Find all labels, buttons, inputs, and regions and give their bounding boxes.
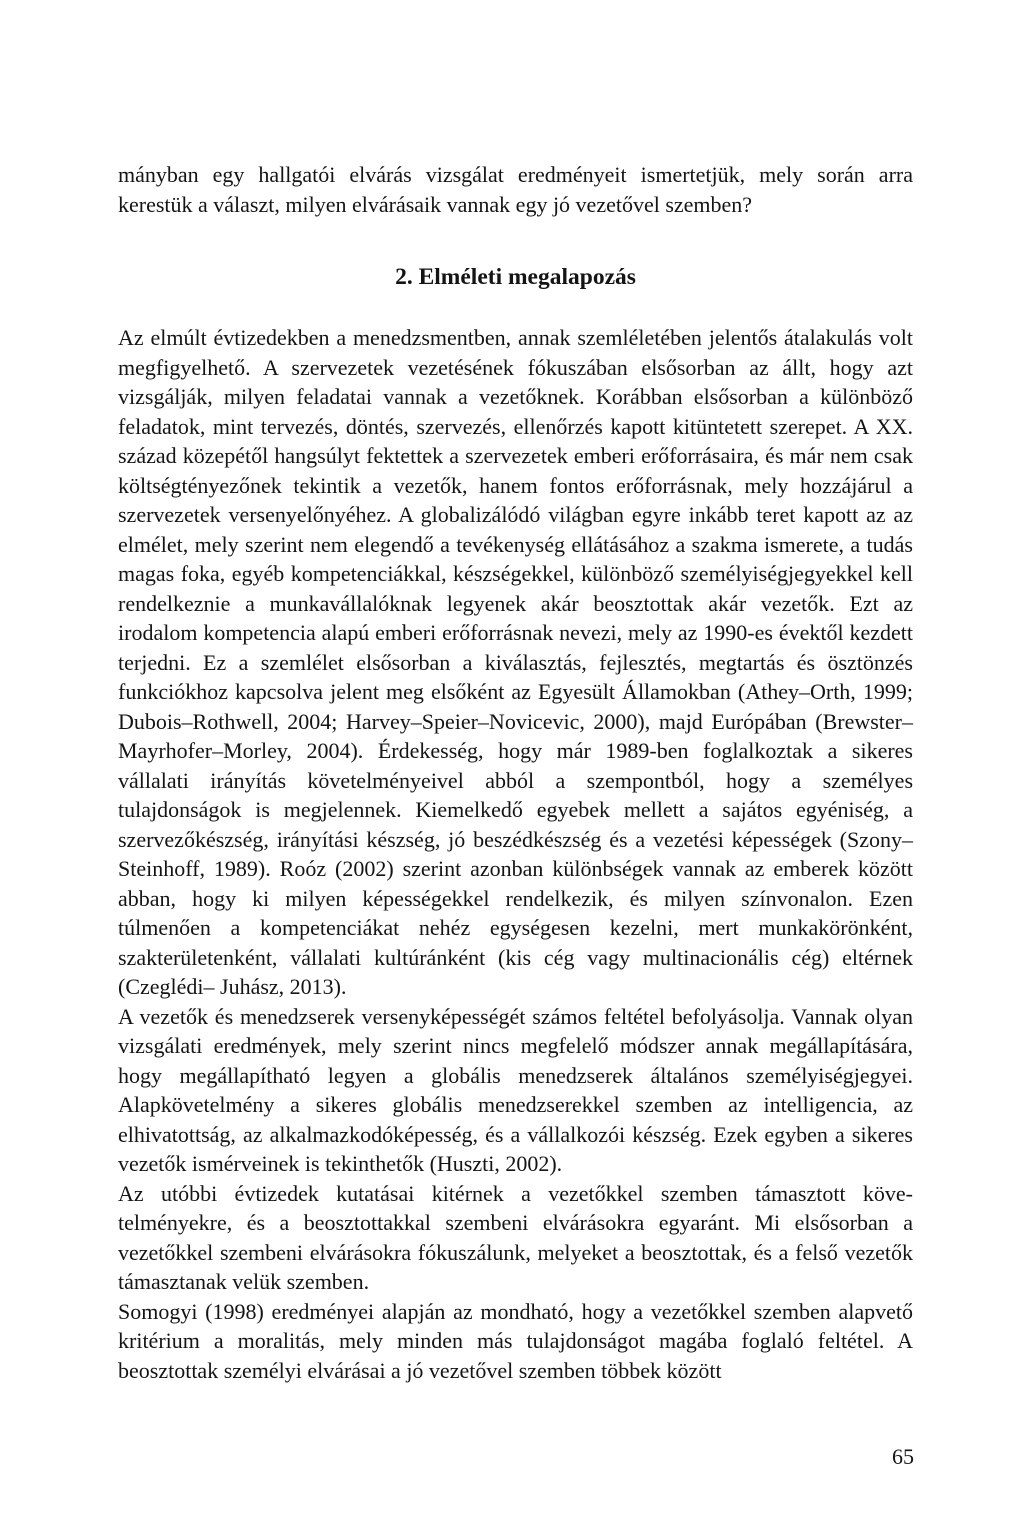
body-paragraph: Somogyi (1998) eredményei alapján az mondható, hogy a vezetőkkel szemben alapvető kritérium a moralitás, mely minden más tulajdonságot magába foglaló feltétel. A beosztottak személyi elvárásai a jó vezetővel szemben többek között [118,1298,913,1383]
intro-paragraph: mányban egy hallgatói elvárás vizsgálat eredményeit ismertetjük, mely során arra kerestük a választ, milyen elvárásaik vannak egy jó vezetővel szemben? [118,162,913,217]
page-number: 65 [892,1444,914,1469]
body-paragraph-text: A vezetők és menedzserek versenyképességét számos feltétel befolyásolja. Vannak olyan vizsgálati eredmények, mely szerint nincs megfelelő módszer annak megállapítására, hogy megállapítható legyen a globális menedzserek általános személyiségjegyei. Alapkövetelmény a sikeres globális menedzserekkel szemben az intelligencia, az elhivatottság, az alkalmazkodóképesség, és a vállalkozói készség. Ezek egyben a sikeres vezetők ismérveinek is tekinthetők (Huszti, 2002). [118,1003,913,1176]
body-paragraph: Az utóbbi évtizedek kutatásai kitérnek a vezetőkkel szemben támasztott követelményekre, és a beosztottakkal szembeni elvárásokra egyaránt. Mi elsősorban a vezetőkkel szembeni elvárásokra fókuszálunk, melyeket a beosztottak, és a felső vezetők támasztanak velük szemben. [118,1180,913,1294]
body-paragraph: Az elmúlt évtizedekben a menedzsmentben, annak szemléletében jelentős átalakulás volt megfigyelhető. A szervezetek vezetésének fókuszában elsősorban az állt, hogy azt vizsgálják, milyen feladatai vannak a vezetőknek. Korábban elsősorban a különböző feladatok, mint tervezés, döntés, szervezés, ellenőrzés kapott kitüntetett szerepet. A XX. század közepétől hangsúlyt fektettek a szervezetek emberi erőforrásaira, és már nem csak költségtényezőnek tekintik a vezetők, hanem fontos erőforrásnak, mely hozzájárul a szervezetek versenyelőnyéhez. A globalizálódó világban egyre inkább teret kapott az az elmélet, mely szerint nem elegendő a tevékenység ellátásához a szakma ismerete, a tudás magas foka, egyéb kompetenciákkal, készségekkel, különböző személyiségjegyekkel kell rendelkeznie a munkavállalóknak legyenek akár beosztottak akár vezetők. Ezt az irodalom kompetencia alapú emberi erőforrásnak nevezi, mely az 1990-es évektől kezdett terjedni. Ez a szemlélet elsősorban a kiválasztás, fejlesztés, megtartás és ösztönzés funkciókhoz kapcsolva jelent meg elsőként az Egyesült Államokban (Athey–Orth, 1999; Dubois–Rothwell, 2004; Harvey–Speier–Novicevic, 2000), majd Európában (Brewster–Mayrhofer–Morley, 2004). Érdekesség, hogy már 1989-ben foglalkoztak a sikeres vállalati irányítás követelményeivel abból a szempontból, hogy a személyes tulajdonságok is megjelennek. Kiemelkedő egyebek mellett a sajátos egyéniség, a szervezőkészség, irányítási készség, jó beszédkészség és a vezetési képességek (Szony–Steinhoff, 1989). Roóz (2002) szerint azonban különbségek vannak az emberek között abban, hogy ki milyen képességekkel rendelkezik, és milyen színvonalon. Ezen túlmenően a kompetenciákat nehéz egységesen kezelni, mert munkakörönként, szakterületenként, vállalati kultúránként (kis cég vagy multinacionális cég) eltérnek (Czeglédi– Juhász, 2013). [118,325,913,999]
body-paragraph [118,1002,913,1179]
section-heading: 2. Elméleti megalapozás [395,264,636,290]
page-body [118,160,913,1385]
